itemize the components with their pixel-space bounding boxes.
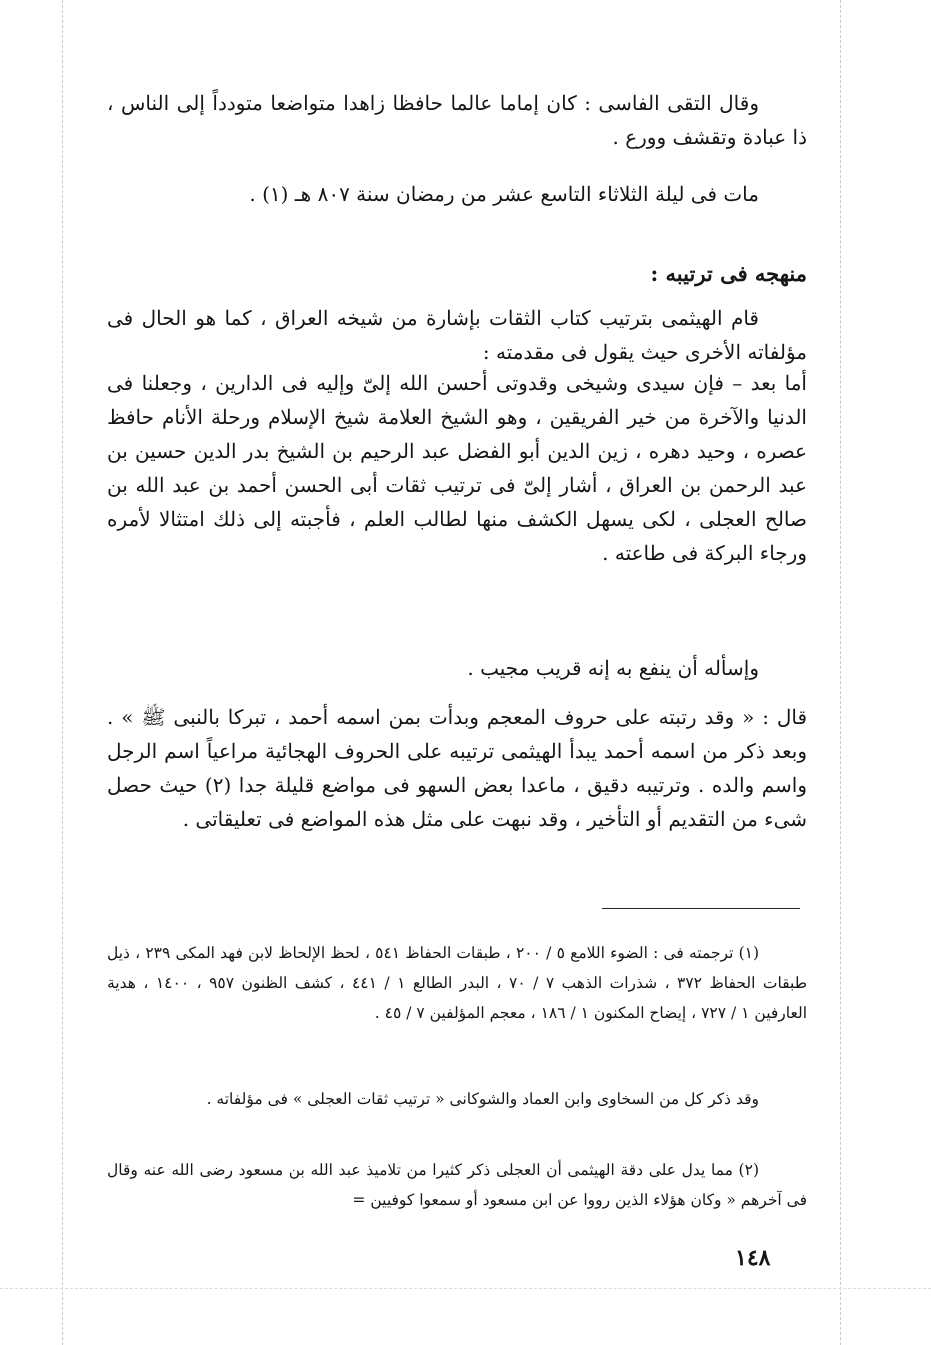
left-margin-guide (62, 0, 63, 1345)
supplication-line: وإسأله أن ينفع به إنه قريب مجيب . (467, 656, 759, 680)
death-date-line: مات فى ليلة الثلاثاء التاسع عشر من رمضان سنة ٨٠٧ هـ (١) . (249, 182, 759, 206)
right-margin-guide (840, 0, 841, 1345)
method-paragraph: قام الهيثمى بترتيب كتاب الثقات بإشارة من شيخه العراق ، كما هو الحال فى مؤلفاته الأخرى حيث يقول فى مقدمته : (107, 306, 807, 364)
footnote-separator (602, 908, 800, 909)
page-number: ١٤٨ (735, 1245, 771, 1271)
section-heading: منهجه فى ترتيبه : (650, 261, 807, 286)
bottom-margin-guide (0, 1288, 931, 1289)
intro-paragraph: وقال التقى الفاسى : كان إماما عالما حافظا زاهدا متواضعا متودداً إلى الناس ، ذا عبادة وتقشف وورع . (107, 91, 807, 149)
footnote-1-continuation: وقد ذكر كل من السخاوى وابن العماد والشوكانى « ترتيب ثقات العجلى » فى مؤلفاته . (206, 1090, 759, 1108)
footnote-1: (١) ترجمته فى : الضوء اللامع ٥ / ٢٠٠ ، طبقات الحفاظ ٥٤١ ، لحظ الإلحاظ لابن فهد المكى ٢٣٩ ، ذيل طبقات الحفاظ ٣٧٢ ، شذرات الذهب ٧ / ٧٠ ، البدر الطالع ١ / ٤٤١ ، كشف الظنون ٩٥٧ ، ١٤٠٠ ، هدية العارفين ١ / ٧٢٧ ، إيضاح المكنون ١ / ١٨٦ ، معجم المؤلفين ٧ / ٤٥ . (107, 944, 808, 1022)
introduction-quote-paragraph: أما بعد – فإن سيدى وشيخى وقدوتى أحسن الله إلىّ وإليه فى الدارين ، وجعلنا فى الدنيا والآخرة من خير الفريقين ، وهو الشيخ العلامة شيخ الإسلام ورحلة الأنام حافظ عصره ، وحيد دهره ، زين الدين أبو الفضل عبد الرحيم بن الشيخ بدر الدين حسين بن عبد الرحمن بن العراق ، أشار إلىّ فى ترتيب ثقات أبى الحسن أحمد بن عبد الله بن صالح العجلى ، لكى يسهل الكشف منها لطالب العلم ، فأجبته إلى ذلك امتثالا لأمره ورجاء البركة فى طاعته . (107, 371, 807, 565)
ordering-paragraph: قال : « وقد رتبته على حروف المعجم وبدأت بمن اسمه أحمد ، تبركا بالنبى ﷺ » . وبعد ذكر من اسمه أحمد يبدأ الهيثمى ترتيبه على الحروف الهجائية مراعياً اسم الرجل واسم والده . وترتيبه دقيق ، ماعدا بعض السهو فى مواضع قليلة جدا (٢) حيث حصل شىء من التقديم أو التأخير ، وقد نبهت على مثل هذه المواضع فى تعليقاتى . (107, 705, 808, 831)
footnote-2: (٢) مما يدل على دقة الهيثمى أن العجلى ذكر كثيرا من تلاميذ عبد الله بن مسعود رضى الله عنه وقال فى آخرهم « وكان هؤلاء الذين رووا عن ابن مسعود أو سمعوا كوفيين = (107, 1161, 807, 1209)
